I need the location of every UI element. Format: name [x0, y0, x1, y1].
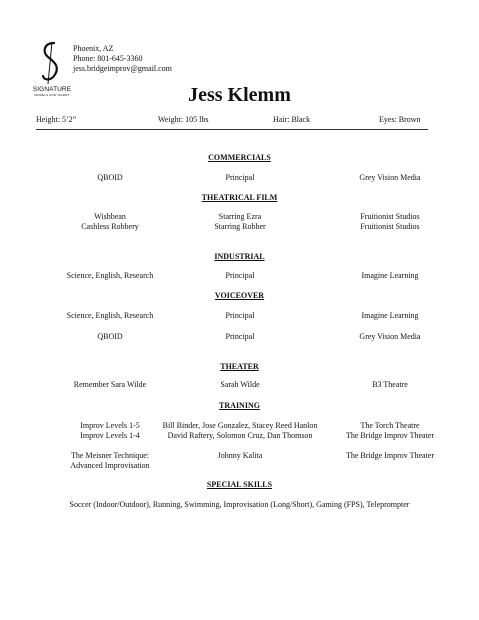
heading-theater: THEATER — [220, 362, 259, 371]
contact-location: Phoenix, AZ — [73, 44, 114, 53]
commercials-company: Grey Vision Media — [359, 173, 421, 182]
voiceover-company: Grey Vision Media — [359, 332, 421, 341]
stat-height: Height: 5’2” — [36, 115, 77, 124]
theater-company: B3 Theatre — [372, 380, 408, 389]
film-role: Starring Robber — [214, 222, 266, 231]
training-course: Advanced Improvisation — [70, 461, 150, 470]
header-divider — [36, 129, 428, 130]
logo-tagline: MODELS AND TALENT — [34, 93, 70, 97]
voiceover-project: Science, English, Research — [66, 311, 154, 320]
stat-eyes: Eyes: Brown — [379, 115, 421, 124]
contact-phone: Phone: 801-645-3360 — [73, 54, 143, 63]
film-project: Cashless Robbery — [81, 222, 139, 231]
training-course: Improv Levels 1-4 — [80, 431, 140, 440]
industrial-company: Imagine Learning — [361, 271, 419, 280]
training-course: The Meisner Technique: — [71, 451, 149, 460]
film-project: Wishbean — [94, 212, 126, 221]
stat-weight: Weight: 105 lbs — [158, 115, 209, 124]
film-role: Starring Ezra — [218, 212, 262, 221]
training-instructors: Johnny Kalita — [217, 451, 263, 460]
contact-email[interactable]: jess.bridgeimprov@gmail.com — [73, 64, 172, 73]
theater-role: Sarah Wilde — [220, 380, 260, 389]
training-school: The Torch Theatre — [360, 421, 420, 430]
training-instructors: Bill Binder, Jose Gonzalez, Stacey Reed Hanlon — [162, 421, 318, 430]
film-company: Fruitionist Studios — [360, 212, 420, 221]
training-instructors: David Raftery, Solomon Cruz, Dan Thomson — [167, 431, 313, 440]
theater-project: Remember Sara Wilde — [73, 380, 147, 389]
signature-s-icon — [28, 40, 76, 86]
stat-hair: Hair: Black — [273, 115, 311, 124]
industrial-project: Science, English, Research — [66, 271, 154, 280]
heading-training: TRAINING — [219, 401, 260, 410]
heading-commercials: COMMERCIALS — [208, 153, 271, 162]
training-school: The Bridge Improv Theater — [345, 431, 435, 440]
contact-block — [73, 44, 172, 74]
film-company: Fruitionist Studios — [360, 222, 420, 231]
commercials-role: Principal — [225, 173, 255, 182]
voiceover-company: Imagine Learning — [361, 311, 419, 320]
heading-industrial: INDUSTRIAL — [214, 252, 265, 261]
voiceover-project: QBOID — [97, 332, 123, 341]
heading-theatrical-film: THEATRICAL FILM — [201, 193, 278, 202]
industrial-role: Principal — [225, 271, 255, 280]
special-skills-list: Soccer (Indoor/Outdoor), Running, Swimming, Improvisation (Long/Short), Gaming (FPS), Teleprompter — [69, 500, 410, 509]
training-school: The Bridge Improv Theater — [345, 451, 435, 460]
actor-name: Jess Klemm — [188, 84, 291, 106]
heading-voiceover: VOICEOVER — [214, 291, 265, 300]
logo-brand: SIGNATURE — [32, 86, 72, 93]
heading-special-skills: SPECIAL SKILLS — [206, 480, 273, 489]
commercials-project: QBOID — [97, 173, 123, 182]
training-course: Improv Levels 1-5 — [80, 421, 140, 430]
voiceover-role: Principal — [225, 311, 255, 320]
voiceover-role: Principal — [225, 332, 255, 341]
